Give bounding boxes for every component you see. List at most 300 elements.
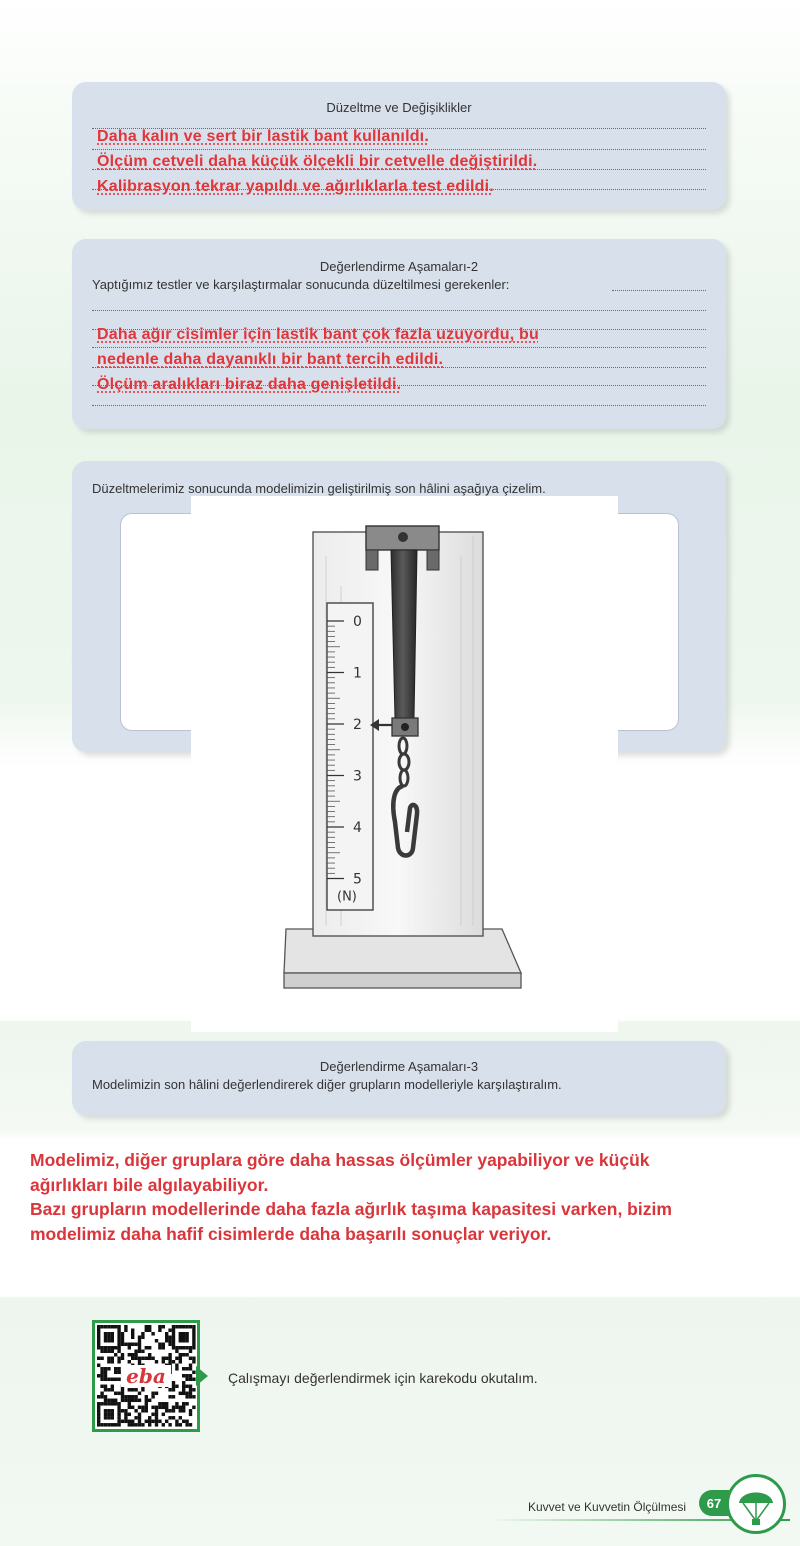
qr-module [175,1350,178,1354]
qr-module [168,1357,171,1361]
qr-module [172,1385,175,1389]
qr-module [128,1423,131,1427]
qr-module [179,1353,182,1357]
chapter-title: Kuvvet ve Kuvvetin Ölçülmesi [528,1500,687,1514]
qr-module [175,1357,178,1361]
qr-module [185,1395,188,1399]
qr-module [182,1420,185,1424]
qr-module [124,1395,127,1399]
qr-module [162,1406,165,1410]
qr-module [128,1343,131,1347]
qr-module [185,1332,188,1336]
qr-module [121,1336,124,1340]
qr-module [158,1406,161,1410]
qr-module [138,1336,141,1340]
qr-module [124,1399,127,1403]
qr-module [175,1385,178,1389]
qr-module [124,1416,127,1420]
qr-module [175,1325,178,1329]
qr-module [168,1388,171,1392]
qr-module [134,1388,137,1392]
unit-logo-icon [726,1474,786,1534]
qr-module [145,1395,148,1399]
qr-module [134,1357,137,1361]
qr-module [124,1325,127,1329]
qr-module [117,1350,120,1354]
qr-module [182,1353,185,1357]
qr-module [138,1346,141,1350]
qr-module [104,1402,107,1406]
dotted-line [92,310,706,311]
qr-module [185,1385,188,1389]
qr-module [158,1325,161,1329]
qr-module [107,1339,110,1343]
qr-module [168,1336,171,1340]
qr-module [131,1420,134,1424]
qr-module [185,1325,188,1329]
qr-module [192,1339,195,1343]
qr-module [172,1346,175,1350]
evaluation-stage-3-card [72,1041,726,1115]
qr-module [165,1420,168,1424]
qr-module [107,1416,110,1420]
qr-module [138,1416,141,1420]
qr-module [155,1416,158,1420]
qr-module [158,1402,161,1406]
qr-module [148,1416,151,1420]
qr-module [155,1360,158,1364]
qr-module [124,1413,127,1417]
comparison-answer-line-3: Bazı grupların modellerinde daha fazla ağırlık taşıma kapasitesi varken, bizim [30,1199,672,1219]
qr-module [117,1416,120,1420]
qr-module [97,1374,100,1378]
qr-module [97,1339,100,1343]
qr-module [179,1406,182,1410]
qr-module [172,1332,175,1336]
qr-module [131,1336,134,1340]
qr-module [117,1360,120,1364]
qr-module [185,1339,188,1343]
qr-module [121,1339,124,1343]
qr-module [162,1402,165,1406]
qr-module [172,1329,175,1333]
qr-module [158,1420,161,1424]
dynamometer-drawing [191,496,618,1032]
qr-module [155,1423,158,1427]
qr-module [121,1409,124,1413]
qr-module [128,1402,131,1406]
qr-module [155,1406,158,1410]
qr-module [100,1357,103,1361]
qr-module [117,1329,120,1333]
qr-module [165,1409,168,1413]
qr-module [121,1343,124,1347]
qr-module [185,1346,188,1350]
qr-module [107,1423,110,1427]
qr-module [111,1409,114,1413]
qr-module [97,1409,100,1413]
qr-module [138,1413,141,1417]
qr-module [107,1325,110,1329]
qr-module [121,1357,124,1361]
qr-module [128,1353,131,1357]
qr-module [179,1325,182,1329]
qr-module [97,1325,100,1329]
qr-module [189,1364,192,1368]
qr-module [172,1395,175,1399]
qr-module [162,1413,165,1417]
qr-module [107,1332,110,1336]
evaluation-stage-3-title: Değerlendirme Aşamaları-3 [319,1059,479,1074]
qr-module [131,1353,134,1357]
dotted-line [612,290,706,291]
qr-module [148,1346,151,1350]
qr-module [155,1339,158,1343]
qr-module [185,1392,188,1396]
qr-module [124,1343,127,1347]
qr-module [151,1395,154,1399]
page-number: 67 [706,1496,722,1511]
qr-module [185,1420,188,1424]
qr-module [111,1423,114,1427]
qr-module [104,1339,107,1343]
qr-module [97,1402,100,1406]
qr-module [97,1336,100,1340]
dynamometer-illustration [191,496,618,1032]
qr-module [111,1399,114,1403]
qr-module [97,1343,100,1347]
qr-module [114,1325,117,1329]
qr-module [141,1388,144,1392]
qr-module [104,1399,107,1403]
qr-module [107,1367,110,1371]
qr-module [192,1360,195,1364]
qr-module [182,1346,185,1350]
qr-module [172,1336,175,1340]
qr-module [148,1357,151,1361]
qr-module [148,1325,151,1329]
ruler-tick-label: 3 [353,768,362,785]
qr-module [100,1371,103,1375]
qr-module [182,1385,185,1389]
qr-module [189,1346,192,1350]
evaluation-answer-2: nedenle daha dayanıklı bir bant tercih edildi. [97,351,444,368]
qr-module [185,1353,188,1357]
qr-module [111,1346,114,1350]
qr-module [114,1402,117,1406]
qr-module [172,1388,175,1392]
qr-module [104,1378,107,1382]
qr-module [107,1336,110,1340]
final-model-prompt: Düzeltmelerimiz sonucunda modelimizin geliştirilmiş son hâlini aşağıya çizelim. [92,481,546,496]
ruler-tick-label: 0 [353,614,362,630]
comparison-answer-line-1: Modelimiz, diğer gruplara göre daha hassas ölçümler yapabiliyor ve küçük [30,1150,650,1170]
qr-module [189,1385,192,1389]
qr-module [172,1325,175,1329]
qr-module [151,1332,154,1336]
qr-module [111,1325,114,1329]
qr-module [100,1392,103,1396]
dotted-line [92,405,706,406]
qr-module [162,1357,165,1361]
qr-module [104,1374,107,1378]
qr-module [100,1402,103,1406]
qr-module [134,1350,137,1354]
qr-module [148,1399,151,1403]
qr-module [185,1402,188,1406]
qr-module [192,1346,195,1350]
qr-module [138,1357,141,1361]
qr-module [172,1406,175,1410]
scale-ruler [327,603,373,910]
dotted-line [92,149,706,150]
qr-module [138,1392,141,1396]
qr-module [128,1406,131,1410]
corrections-card [72,82,726,210]
ruler-tick-label: 2 [353,717,362,733]
qr-module [172,1343,175,1347]
qr-module [111,1336,114,1340]
qr-module [179,1336,182,1340]
qr-module [117,1332,120,1336]
qr-module [189,1392,192,1396]
qr-module [179,1357,182,1361]
qr-module [121,1392,124,1396]
qr-module [172,1409,175,1413]
qr-module [168,1395,171,1399]
qr-module [121,1395,124,1399]
qr-module [111,1388,114,1392]
qr-module [111,1360,114,1364]
qr-module [114,1378,117,1382]
qr-module [172,1381,175,1385]
base-front [284,973,521,988]
qr-module [104,1367,107,1371]
qr-module [192,1332,195,1336]
qr-module [192,1325,195,1329]
qr-module [107,1350,110,1354]
qr-module [134,1416,137,1420]
qr-module [138,1423,141,1427]
qr-module [168,1343,171,1347]
qr-module [107,1413,110,1417]
qr-module [148,1423,151,1427]
qr-module [128,1395,131,1399]
evaluation-stage-2-card [72,239,726,429]
qr-module [97,1413,100,1417]
qr-module [182,1374,185,1378]
qr-module [117,1413,120,1417]
qr-module [107,1357,110,1361]
qr-module [117,1339,120,1343]
qr-module [151,1420,154,1424]
qr-module [111,1416,114,1420]
qr-module [151,1392,154,1396]
qr-module [134,1423,137,1427]
qr-module [141,1406,144,1410]
qr-module [134,1343,137,1347]
qr-module [100,1423,103,1427]
qr-module [100,1325,103,1329]
qr-module [107,1409,110,1413]
qr-module [155,1392,158,1396]
qr-module [145,1399,148,1403]
qr-module [121,1388,124,1392]
qr-module [107,1378,110,1382]
qr-module [192,1388,195,1392]
qr-module [111,1385,114,1389]
qr-module [145,1325,148,1329]
qr-module [185,1336,188,1340]
qr-module [162,1346,165,1350]
ruler-tick-label: 4 [353,820,362,836]
qr-module [189,1350,192,1354]
qr-module [182,1402,185,1406]
qr-module [192,1336,195,1340]
qr-module [175,1364,178,1368]
qr-module [104,1336,107,1340]
qr-module [97,1406,100,1410]
qr-module [182,1325,185,1329]
qr-module [100,1385,103,1389]
qr-module [179,1409,182,1413]
corrections-title: Düzeltme ve Değişiklikler [326,100,472,115]
qr-module [185,1367,188,1371]
qr-module [100,1378,103,1382]
qr-module [111,1402,114,1406]
qr-module [175,1346,178,1350]
qr-module [189,1413,192,1417]
qr-module [107,1346,110,1350]
qr-module [145,1406,148,1410]
qr-module [185,1423,188,1427]
qr-module [168,1360,171,1364]
qr-module [151,1357,154,1361]
qr-module [185,1374,188,1378]
qr-module [165,1402,168,1406]
qr-module [114,1392,117,1396]
qr-module [97,1395,100,1399]
qr-module [131,1399,134,1403]
qr-module [179,1339,182,1343]
qr-module [128,1388,131,1392]
qr-module [97,1332,100,1336]
qr-module [128,1413,131,1417]
qr-module [175,1402,178,1406]
qr-module [162,1325,165,1329]
qr-module [104,1413,107,1417]
qr-module [151,1406,154,1410]
qr-module [131,1343,134,1347]
qr-module [114,1423,117,1427]
qr-module [158,1343,161,1347]
qr-module [124,1420,127,1424]
qr-module [131,1423,134,1427]
qr-module [162,1423,165,1427]
qr-module [104,1346,107,1350]
qr-module [189,1367,192,1371]
qr-module [114,1353,117,1357]
qr-module [155,1420,158,1424]
qr-module [104,1409,107,1413]
qr-module [189,1374,192,1378]
evaluation-stage-2-title: Değerlendirme Aşamaları-2 [319,259,479,274]
dotted-line [92,347,706,348]
qr-module [100,1374,103,1378]
qr-module [179,1346,182,1350]
qr-module [179,1392,182,1396]
qr-module [189,1409,192,1413]
qr-module [145,1402,148,1406]
qr-module [97,1346,100,1350]
qr-module [121,1353,124,1357]
qr-module [138,1420,141,1424]
correction-answer-3: Kalibrasyon tekrar yapıldı ve ağırlıklarla test edildi. [97,178,494,195]
qr-module [117,1392,120,1396]
qr-module [192,1343,195,1347]
qr-module [124,1329,127,1333]
qr-module [141,1409,144,1413]
qr-module [182,1381,185,1385]
qr-module [189,1357,192,1361]
qr-module [131,1388,134,1392]
evaluation-answer-1: Daha ağır cisimler için lastik bant çok fazla uzuyordu, bu [97,326,539,343]
qr-module [182,1332,185,1336]
qr-module [104,1388,107,1392]
qr-module [97,1423,100,1427]
rubber-band [391,550,417,718]
qr-module [189,1395,192,1399]
qr-module [128,1420,131,1424]
evaluation-stage-2-prompt: Yaptığımız testler ve karşılaştırmalar sonucunda düzeltilmesi gerekenler: [92,277,510,292]
qr-module [145,1346,148,1350]
qr-module [111,1413,114,1417]
qr-module [182,1392,185,1396]
qr-module [151,1413,154,1417]
qr-module [182,1367,185,1371]
qr-module [168,1329,171,1333]
clamp-screw [398,532,408,542]
qr-module [192,1329,195,1333]
eba-logo: eba [121,1365,171,1387]
qr-module [172,1339,175,1343]
qr-code[interactable] [92,1320,200,1432]
qr-module [168,1339,171,1343]
qr-module [185,1378,188,1382]
qr-module [141,1332,144,1336]
qr-module [165,1357,168,1361]
qr-module [189,1423,192,1427]
qr-module [158,1346,161,1350]
qr-module [192,1395,195,1399]
qr-module [141,1336,144,1340]
qr-module [158,1329,161,1333]
ruler-tick-label: 1 [353,665,362,682]
qr-module [104,1423,107,1427]
qr-module [97,1416,100,1420]
qr-module [175,1367,178,1371]
qr-module [189,1388,192,1392]
qr-module [138,1406,141,1410]
qr-module [114,1399,117,1403]
qr-pointer-icon [196,1366,208,1386]
qr-module [100,1395,103,1399]
qr-module [148,1329,151,1333]
qr-module [97,1357,100,1361]
qr-module [114,1346,117,1350]
qr-module [172,1360,175,1364]
ruler-unit-label: (N) [337,889,357,905]
